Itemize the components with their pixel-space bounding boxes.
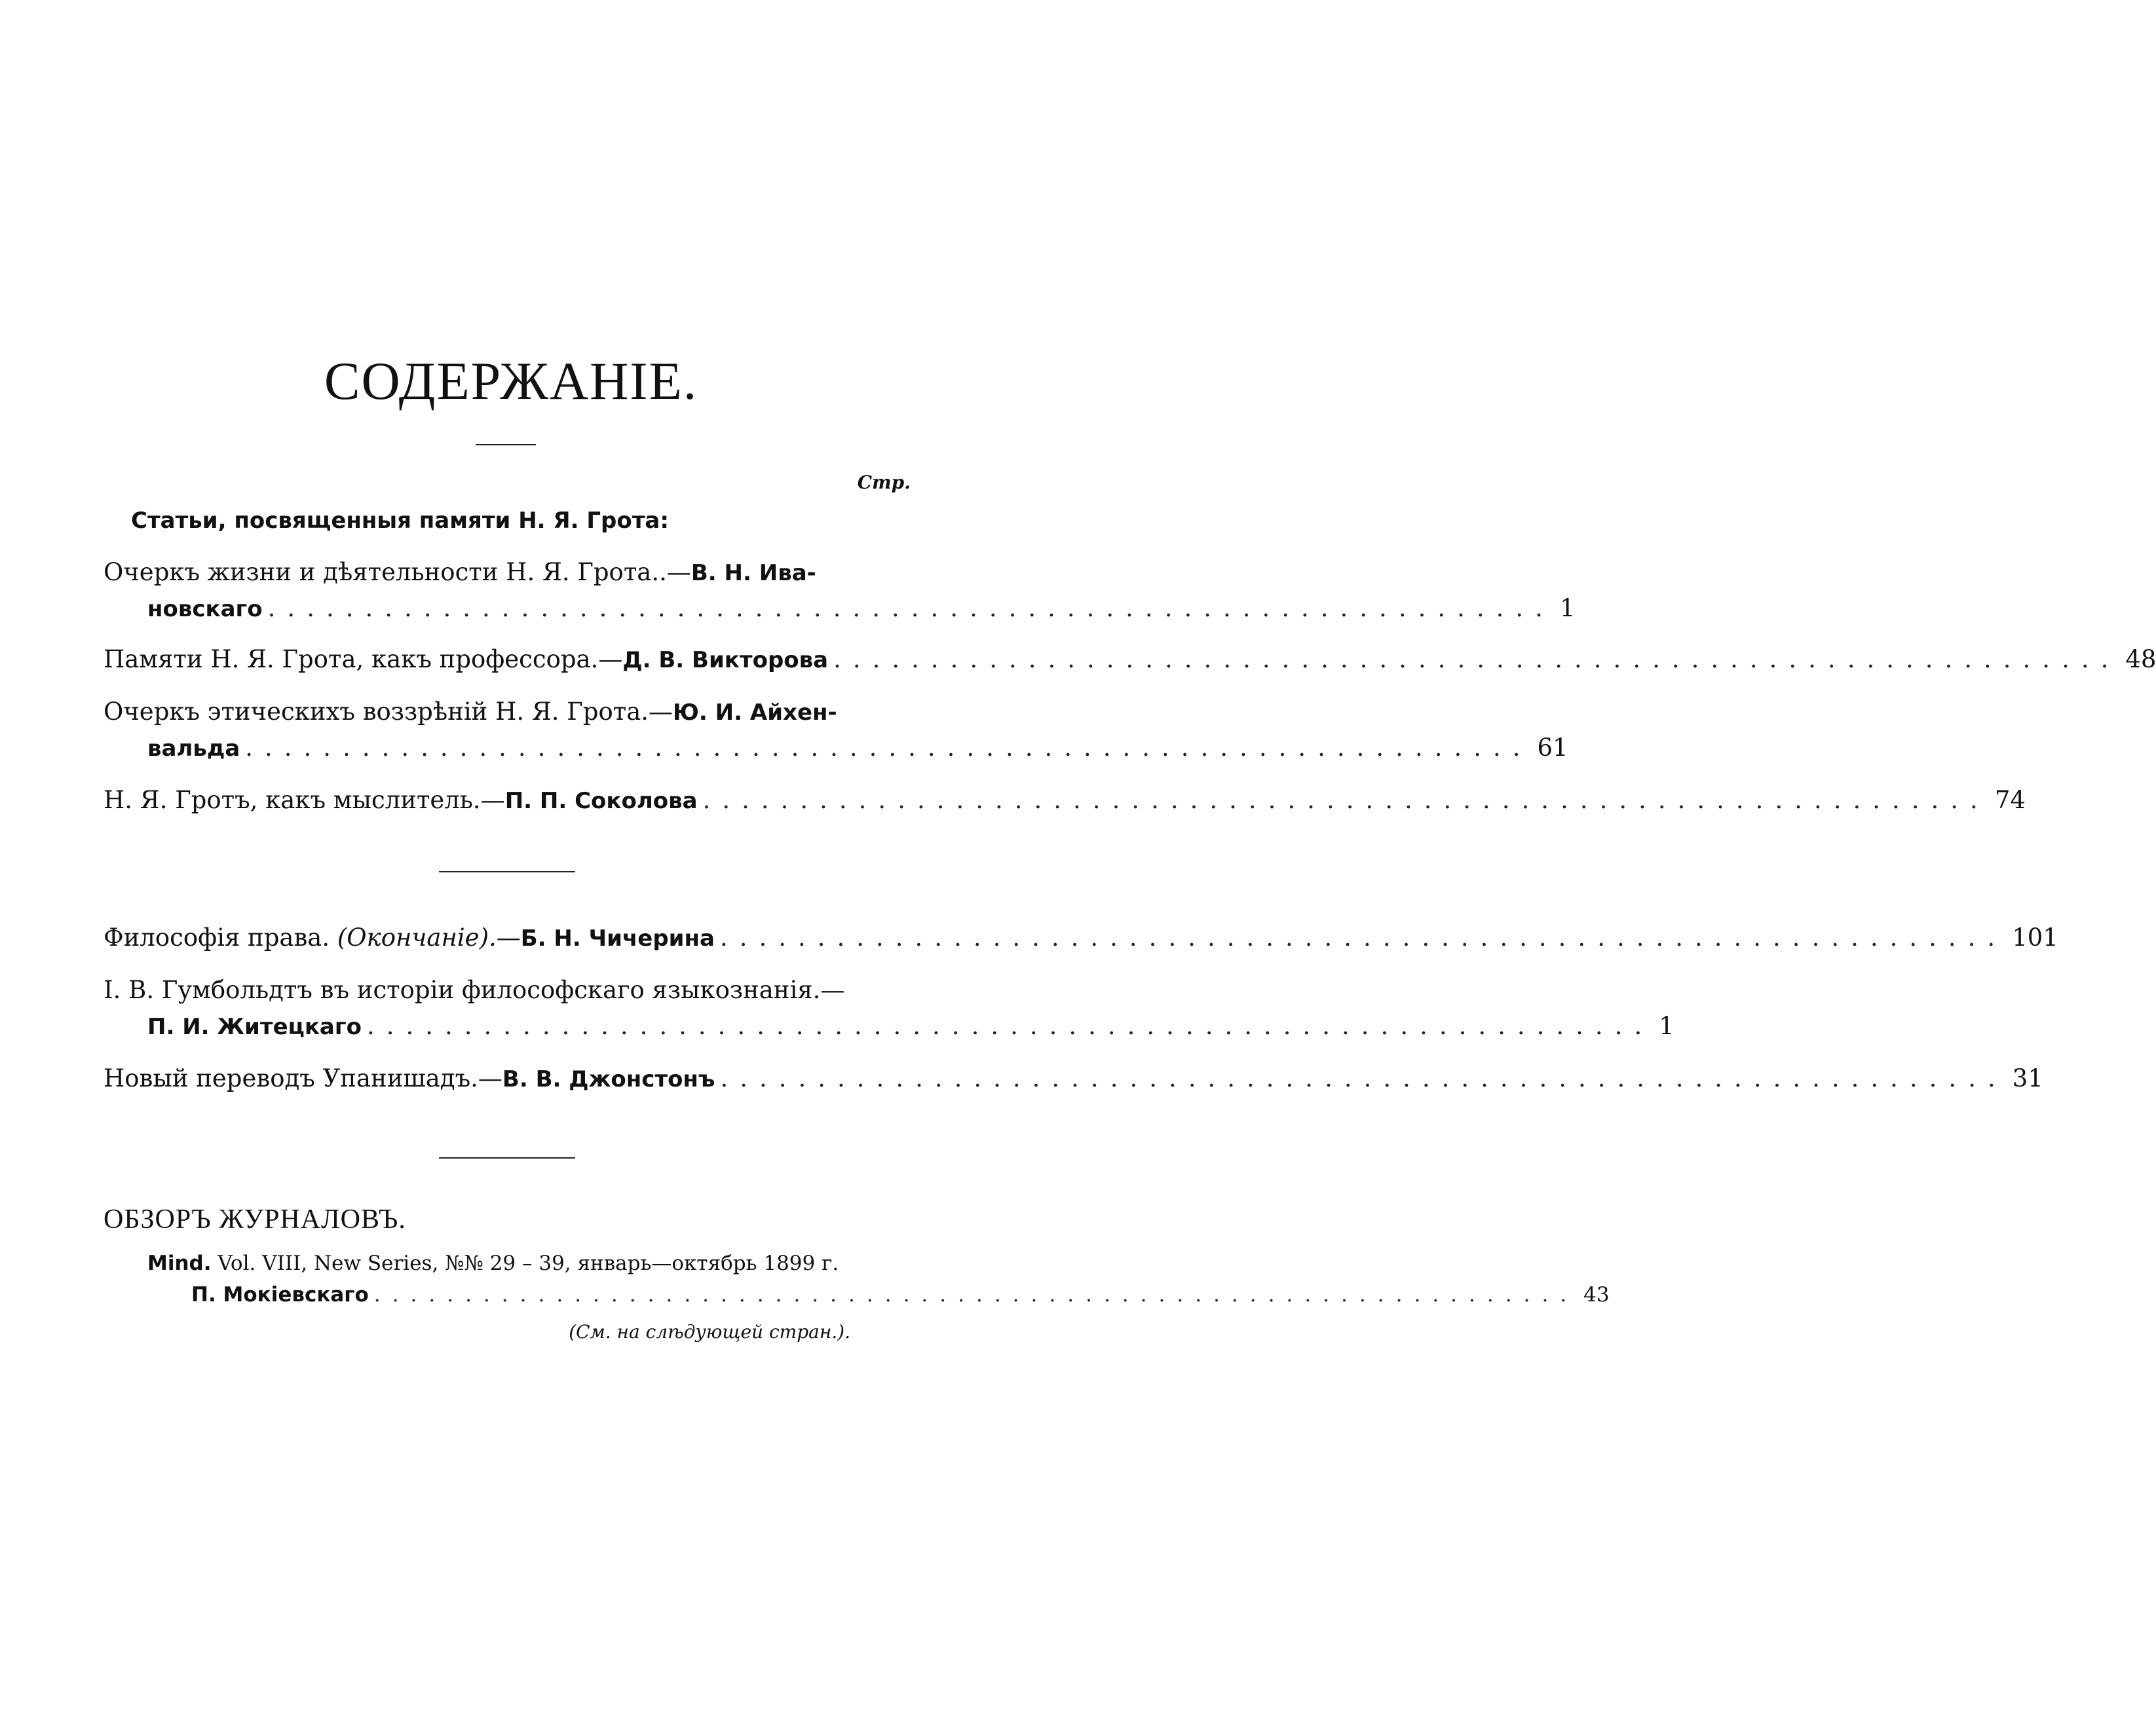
- entry-note: (Окончаніе).: [337, 923, 497, 952]
- section-heading: Статьи, посвященныя памяти Н. Я. Грота:: [131, 508, 669, 534]
- page-column-header: Стр.: [857, 472, 911, 493]
- dot-leader: ..................................................................: [833, 645, 2121, 673]
- entry-author: новскаго: [147, 596, 263, 622]
- toc-entry: [104, 1064, 2043, 1094]
- entry-page: 1: [1659, 1012, 1674, 1040]
- entry-page: 48: [2125, 645, 2156, 673]
- toc-entry-continuation: [147, 734, 1568, 763]
- entry-author: Б. Н. Чичерина: [520, 925, 715, 952]
- entry-author: В. В. Джонстонъ: [502, 1066, 715, 1092]
- entry-author: вальда: [147, 735, 240, 762]
- entry-author: Ю. И. Айхен-: [673, 699, 837, 726]
- dot-leader: ..................................................................: [245, 734, 1532, 762]
- entry-title: І. В. Гумбольдтъ въ исторіи философскаго языкознанія.—: [104, 976, 845, 1004]
- entry-title: Очеркъ жизни и дѣятельности Н. Я. Грота..—: [104, 558, 691, 586]
- entry-title: Философія права.: [104, 923, 330, 952]
- dot-leader: ..................................................................: [373, 1283, 1579, 1307]
- journal-details: Vol. VIII, New Series, №№ 29 – 39, январь—октябрь 1899 г.: [217, 1252, 839, 1275]
- divider: [439, 1157, 575, 1159]
- toc-entry: [104, 976, 911, 1005]
- entry-title: Н. Я. Гротъ, какъ мыслитель.—: [104, 786, 505, 814]
- entry-author: В. Н. Ива-: [690, 560, 816, 586]
- dot-leader: ..................................................................: [702, 786, 1990, 814]
- entry-title: Новый переводъ Упанишадъ.—: [104, 1064, 502, 1092]
- entry-title: Очеркъ этическихъ воззрѣній Н. Я. Грота.—: [104, 698, 673, 726]
- entry-title: Памяти Н. Я. Грота, какъ профессора.—: [104, 645, 623, 673]
- divider: [439, 871, 575, 872]
- entry-author: П. П. Соколова: [504, 788, 698, 814]
- review-entry: [147, 1249, 839, 1278]
- toc-entry: [104, 645, 2156, 675]
- page-title: СОДЕРЖАНІЕ.: [324, 351, 698, 411]
- entry-dash: —: [496, 923, 521, 952]
- entry-page: 101: [2012, 923, 2058, 952]
- review-entry-continuation: [191, 1280, 1610, 1309]
- dot-leader: ..................................................................: [720, 1064, 2007, 1092]
- entry-page: 61: [1537, 734, 1568, 762]
- dot-leader: ..................................................................: [267, 594, 1555, 622]
- entry-author: П. И. Житецкаго: [147, 1014, 362, 1040]
- entry-page: 74: [1994, 786, 2026, 814]
- toc-entry: [104, 698, 911, 727]
- toc-entry-continuation: [147, 1012, 1674, 1041]
- toc-entry: [104, 923, 2058, 953]
- toc-entry: [104, 558, 911, 587]
- dot-leader: ..................................................................: [366, 1012, 1654, 1040]
- review-heading: ОБЗОРЪ ЖУРНАЛОВЪ.: [104, 1204, 406, 1235]
- entry-author: П. Мокіевскаго: [191, 1283, 369, 1307]
- entry-page: 43: [1583, 1283, 1610, 1307]
- dot-leader: ..................................................................: [719, 923, 2007, 952]
- toc-entry-continuation: [147, 594, 1576, 623]
- entry-author: Д. В. Викторова: [622, 647, 829, 673]
- toc-entry: [104, 786, 2026, 815]
- continued-note: (См. на слѣдующей стран.).: [569, 1321, 850, 1343]
- entry-page: 31: [2012, 1064, 2043, 1092]
- divider: [476, 444, 536, 445]
- journal-name: Mind.: [147, 1252, 212, 1275]
- entry-page: 1: [1559, 594, 1576, 622]
